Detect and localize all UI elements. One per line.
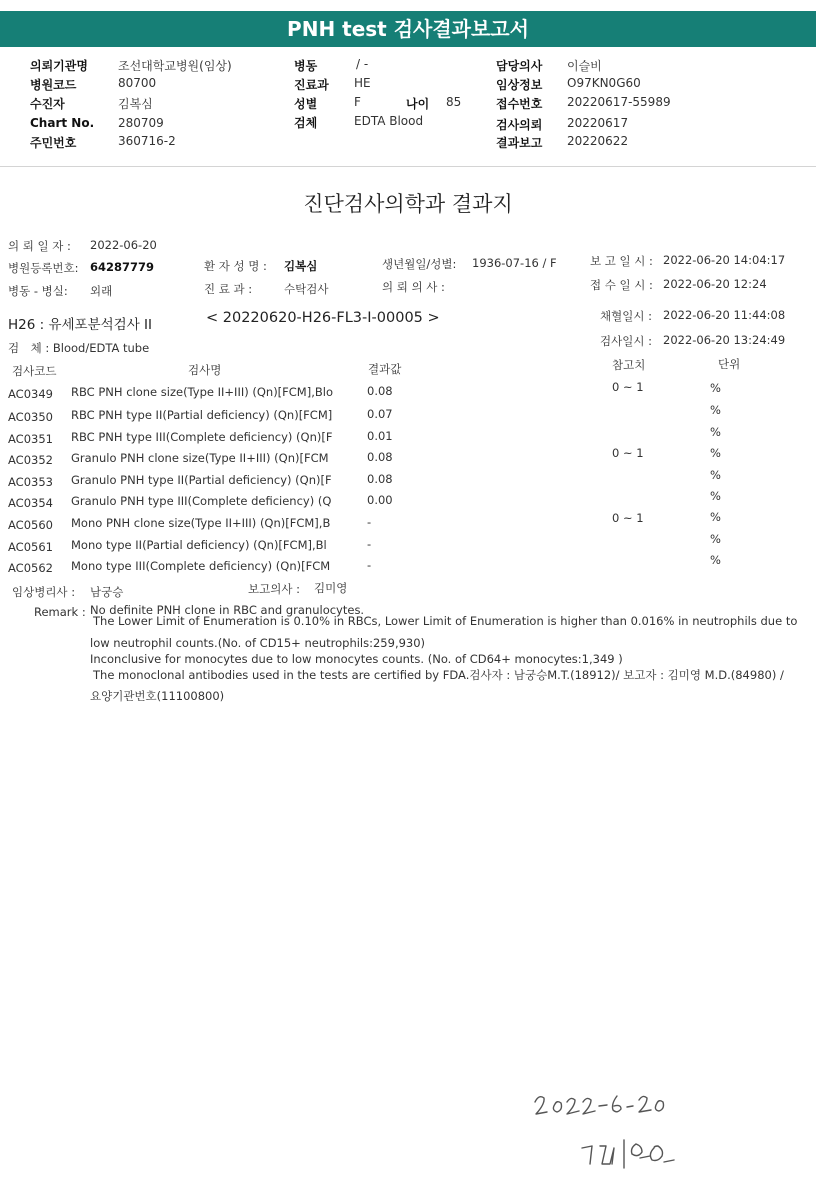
birth-value: 1936-07-16 / F <box>472 256 557 270</box>
remark-line: The monoclonal antibodies used in the tests are certified by FDA.검사자 : 남궁승M.T.(18912)/ 보고자 : 김미영 M.D.(84980) / <box>93 668 784 682</box>
collect-date-label: 채혈일시 : <box>600 309 652 323</box>
chart-no-value: 280709 <box>118 116 164 130</box>
col-header-result: 결과값 <box>368 362 402 376</box>
report-date-label: 보 고 일 시 : <box>590 254 653 268</box>
cell-test-name: RBC PNH clone size(Type II+III) (Qn)[FCM],Blo <box>71 385 333 399</box>
cell-test-name: RBC PNH type III(Complete deficiency) (Qn)[F <box>71 430 333 444</box>
cell-code: AC0353 <box>8 475 53 489</box>
col-header-code: 검사코드 <box>12 364 57 378</box>
ward-field-label: 병동 - 병실: <box>8 284 68 298</box>
collect-date: 2022-06-20 11:44:08 <box>663 308 786 322</box>
dept-field-label: 진 료 과 : <box>204 282 253 296</box>
handwritten-date <box>533 1090 673 1124</box>
institution-label: 의뢰기관명 <box>30 59 88 73</box>
reg-no: 64287779 <box>90 260 155 274</box>
cell-code: AC0562 <box>8 561 53 575</box>
ward-label: 병동 <box>294 59 318 73</box>
sex-label: 성별 <box>294 97 318 111</box>
receipt-date: 2022-06-20 12:24 <box>663 277 767 291</box>
reporter-label: 보고의사 : <box>248 582 300 596</box>
pathologist-name: 남궁승 <box>90 585 124 599</box>
remark-line: No definite PNH clone in RBC and granulocytes. <box>90 603 365 617</box>
test-time-label: 검사일시 : <box>600 334 652 348</box>
cell-test-name: RBC PNH type II(Partial deficiency) (Qn)[FCM] <box>71 408 333 422</box>
reporter-name: 김미영 <box>314 581 348 595</box>
cell-unit: % <box>710 532 721 546</box>
age-value: 85 <box>446 95 462 109</box>
physician-label: 담당의사 <box>496 59 543 73</box>
cell-test-name: Granulo PNH type II(Partial deficiency) (Qn)[F <box>71 473 332 487</box>
clinical-info-value: O97KN0G60 <box>567 76 641 90</box>
cell-test-name: Granulo PNH clone size(Type II+III) (Qn)[FCM <box>71 451 329 465</box>
cell-reference: 0 ~ 1 <box>612 511 644 525</box>
remark-line: 요양기관번호(11100800) <box>90 689 225 703</box>
accession-value: 20220617-55989 <box>567 95 671 109</box>
dept-field: 수탁검사 <box>284 282 329 296</box>
dept-value: HE <box>354 76 371 90</box>
specimen-value: EDTA Blood <box>354 114 424 128</box>
request-date-label: 검사의뢰 <box>496 118 543 132</box>
remark-line: low neutrophil counts.(No. of CD15+ neutrophils:259,930) <box>90 636 426 650</box>
cell-result: 0.00 <box>367 493 393 507</box>
resident-no-value: 360716-2 <box>118 134 176 148</box>
cell-result: 0.01 <box>367 429 393 443</box>
cell-unit: % <box>710 403 721 417</box>
patient-name: 김복심 <box>284 259 318 273</box>
cell-test-name: Mono type III(Complete deficiency) (Qn)[FCM <box>71 559 331 573</box>
cell-test-name: Mono PNH clone size(Type II+III) (Qn)[FCM],B <box>71 516 331 530</box>
accession-label: 접수번호 <box>496 97 543 111</box>
cell-unit: % <box>710 553 721 567</box>
specimen-label: 검체 <box>294 116 318 130</box>
hospital-code-value: 80700 <box>118 76 157 90</box>
specimen-type: 검 체 : Blood/EDTA tube <box>8 341 150 355</box>
cell-result: 0.08 <box>367 450 393 464</box>
cell-test-name: Granulo PNH type III(Complete deficiency) (Q <box>71 494 332 508</box>
physician-value: 이슬비 <box>567 59 602 73</box>
request-info-block <box>0 47 816 165</box>
col-header-name: 검사명 <box>188 363 222 377</box>
receipt-date-label: 접 수 일 시 : <box>590 278 653 292</box>
request-date-value: 20220617 <box>567 116 629 130</box>
col-header-unit: 단위 <box>718 357 741 371</box>
cell-code: AC0561 <box>8 540 53 554</box>
chart-no-label: Chart No. <box>30 116 95 130</box>
pathologist-label: 임상병리사 : <box>12 585 76 599</box>
report-title: 진단검사의학과 결과지 <box>303 192 513 216</box>
cell-unit: % <box>710 468 721 482</box>
request-date-field: 2022-06-20 <box>90 238 157 252</box>
report-date: 2022-06-20 14:04:17 <box>663 253 786 267</box>
cell-unit: % <box>710 425 721 439</box>
institution-value: 조선대학교병원(임상) <box>118 59 232 73</box>
cell-code: AC0354 <box>8 496 53 510</box>
birth-label: 생년월일/성별: <box>382 257 457 271</box>
cell-result: 0.08 <box>367 472 393 486</box>
result-date-label: 결과보고 <box>496 136 543 150</box>
col-header-ref: 참고치 <box>612 358 646 372</box>
cell-code: AC0352 <box>8 453 53 467</box>
cell-unit: % <box>710 446 721 460</box>
dept-label: 진료과 <box>294 78 329 92</box>
remark-line: The Lower Limit of Enumeration is 0.10% in RBCs, Lower Limit of Enumeration is higher than 0.016% in neutrophils due to <box>93 614 798 628</box>
test-time: 2022-06-20 13:24:49 <box>663 333 786 347</box>
age-label: 나이 <box>406 97 430 111</box>
ward-field: 외래 <box>90 284 113 298</box>
cell-unit: % <box>710 510 721 524</box>
resident-no-label: 주민번호 <box>30 136 77 150</box>
hospital-code-label: 병원코드 <box>30 78 77 92</box>
cell-code: AC0350 <box>8 410 53 424</box>
clinical-info-label: 임상정보 <box>496 78 543 92</box>
reg-no-label: 병원등록번호: <box>8 261 79 275</box>
handwritten-signature <box>578 1134 678 1174</box>
section-divider <box>0 166 816 167</box>
doctor-field-label: 의 뢰 의 사 : <box>382 280 445 294</box>
patient-name-label: 환 자 성 명 : <box>204 259 267 273</box>
result-date-value: 20220622 <box>567 134 629 148</box>
test-section-title: H26 : 유세포분석검사 II <box>8 317 153 333</box>
cell-unit: % <box>710 489 721 503</box>
cell-result: - <box>367 515 372 529</box>
cell-result: - <box>367 558 372 572</box>
cell-reference: 0 ~ 1 <box>612 446 644 460</box>
report-banner <box>0 11 816 47</box>
cell-result: 0.07 <box>367 407 393 421</box>
cell-result: 0.08 <box>367 384 393 398</box>
request-date-field-label: 의 뢰 일 자 : <box>8 239 71 253</box>
cell-unit: % <box>710 381 721 395</box>
patient-value: 김복심 <box>118 97 153 111</box>
cell-code: AC0351 <box>8 432 53 446</box>
banner-title: PNH test 검사결과보고서 <box>287 17 529 41</box>
test-id: < 20220620-H26-FL3-I-00005 > <box>206 310 440 326</box>
cell-reference: 0 ~ 1 <box>612 380 644 394</box>
cell-test-name: Mono type II(Partial deficiency) (Qn)[FCM],Bl <box>71 538 327 552</box>
sex-value: F <box>354 95 361 109</box>
remark-label: Remark : <box>34 605 86 619</box>
ward-value: / - <box>356 57 369 71</box>
cell-code: AC0349 <box>8 387 53 401</box>
patient-label: 수진자 <box>30 97 65 111</box>
remark-line: Inconclusive for monocytes due to low monocytes counts. (No. of CD64+ monocytes:1,349 ) <box>90 652 623 666</box>
cell-result: - <box>367 537 372 551</box>
cell-code: AC0560 <box>8 518 53 532</box>
